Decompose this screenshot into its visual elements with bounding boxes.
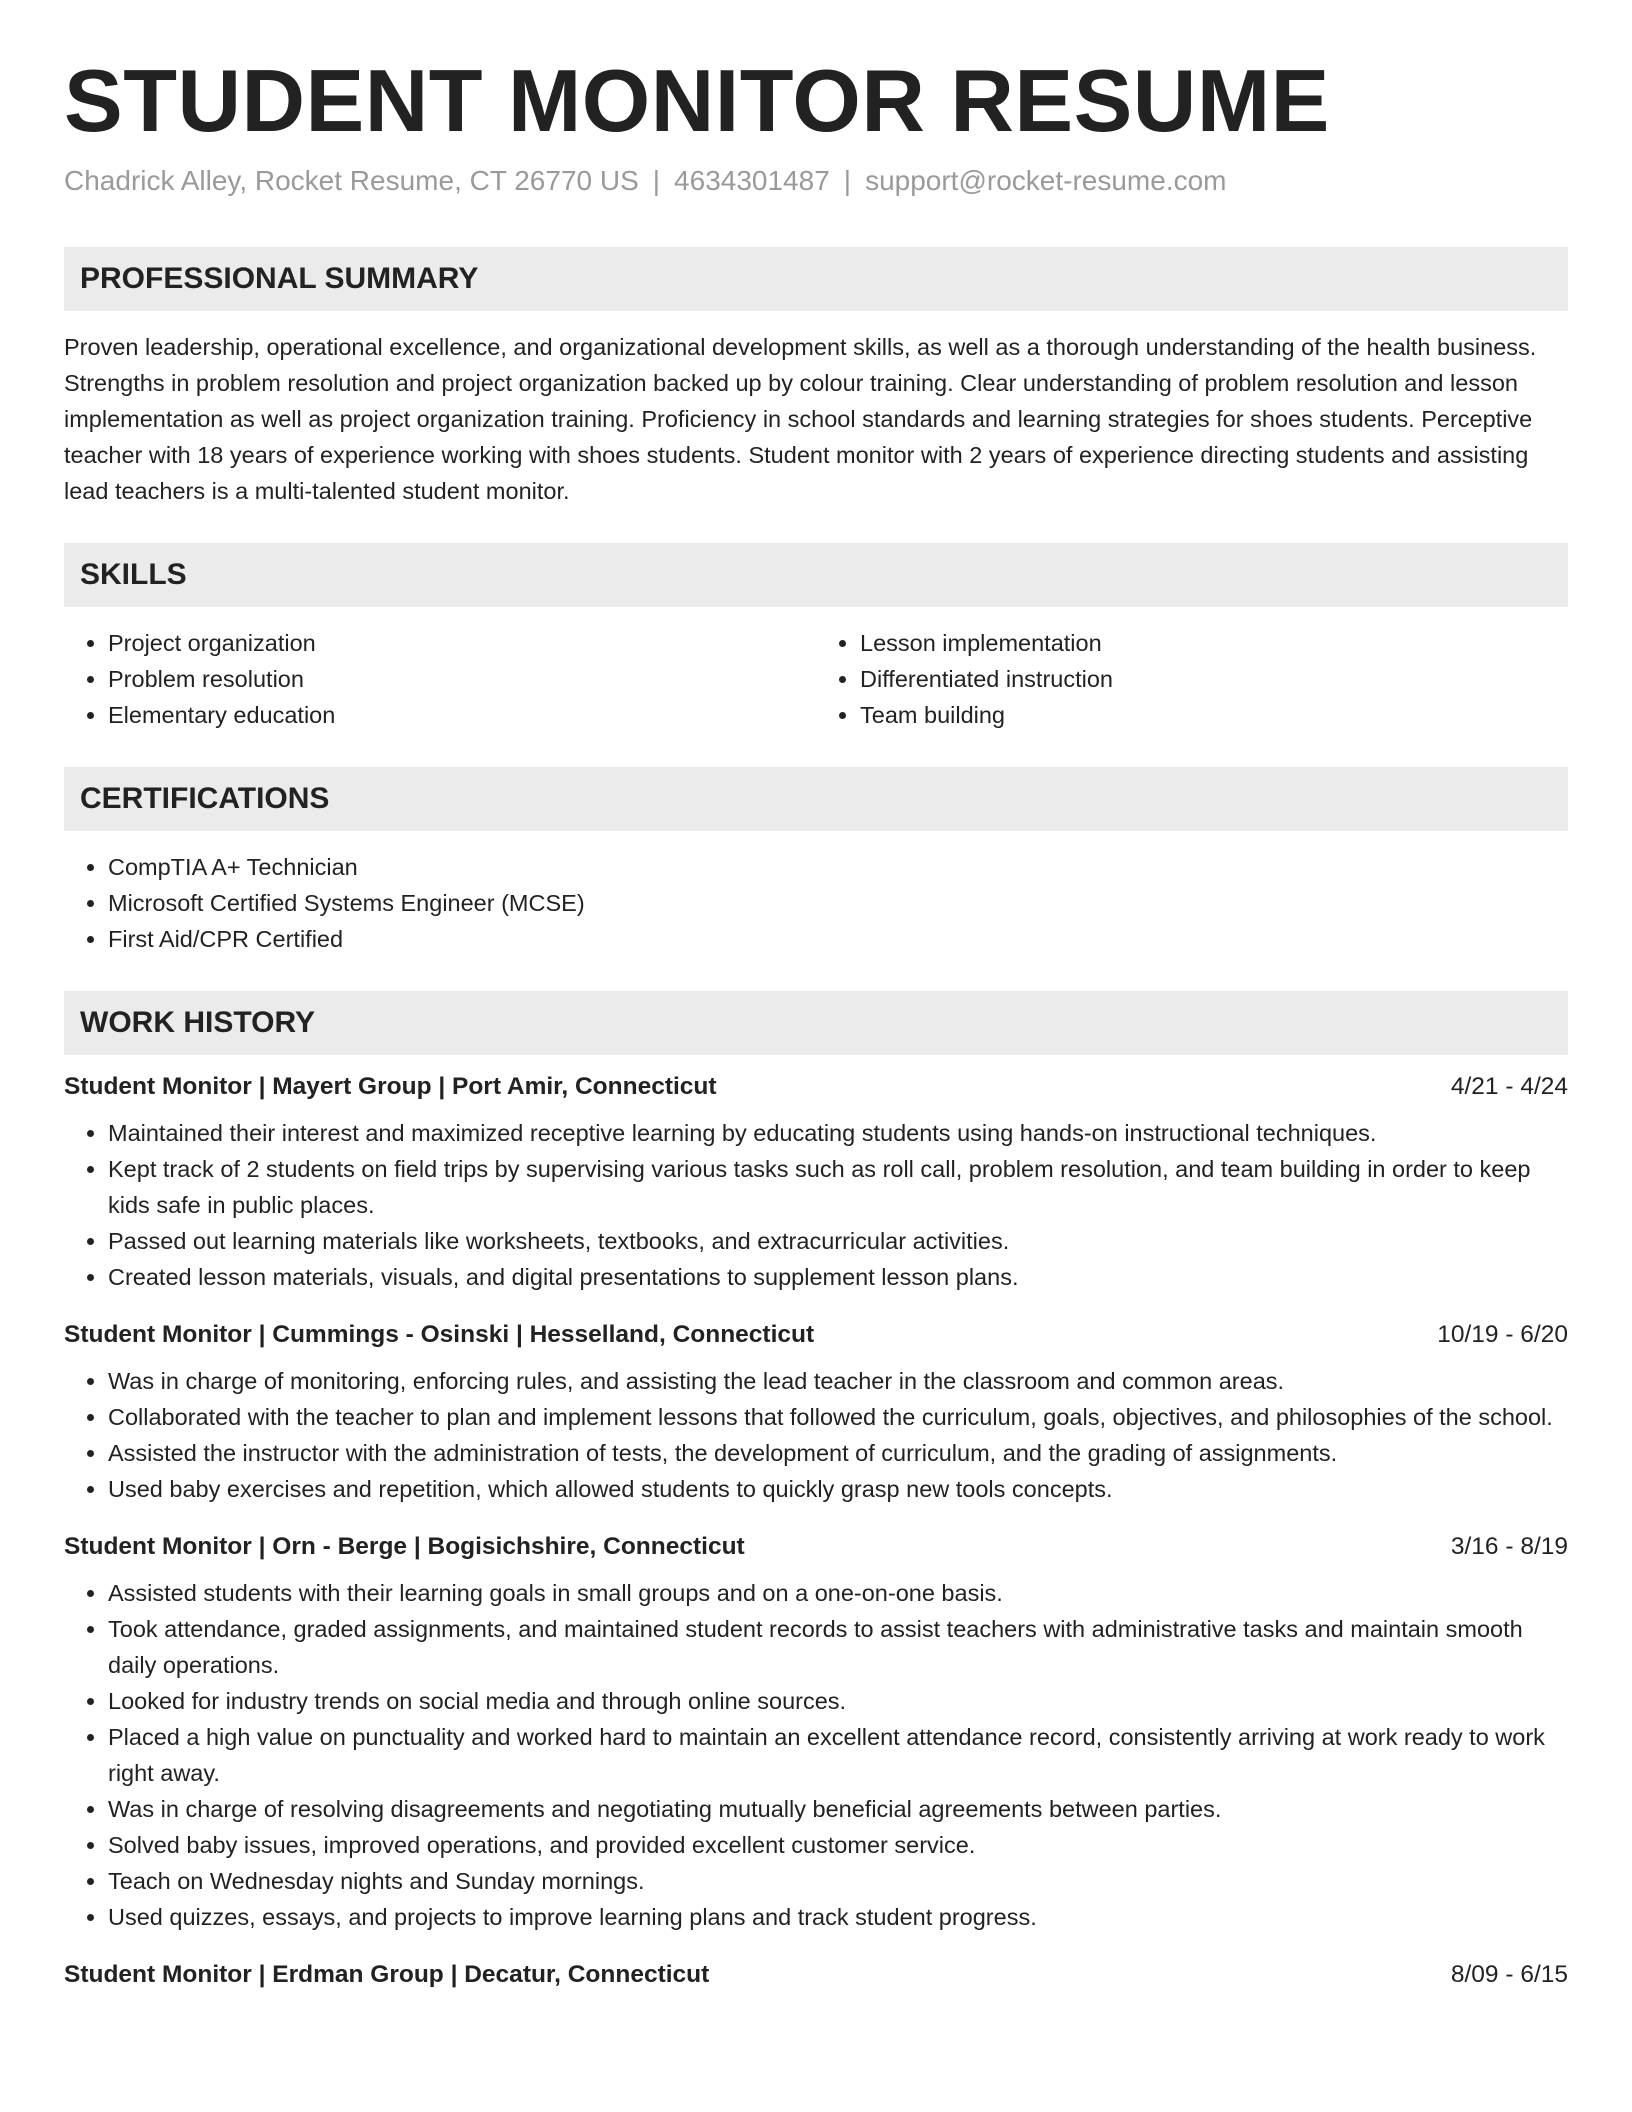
job-bullet: • Teach on Wednesday nights and Sunday mornings. xyxy=(108,1863,1568,1899)
skill-item: • Differentiated instruction xyxy=(860,661,1568,697)
job-bullets xyxy=(64,1115,1568,1295)
job-bullet: • Collaborated with the teacher to plan and implement lessons that followed the curriculum, goals, objectives, and philosophies of the school. xyxy=(108,1399,1568,1435)
skill-item: • Team building xyxy=(860,697,1568,733)
job-bullet: • Created lesson materials, visuals, and digital presentations to supplement lesson plans. xyxy=(108,1259,1568,1295)
certification-item: • Microsoft Certified Systems Engineer (MCSE) xyxy=(108,885,1568,921)
job-dates: 8/09 - 6/15 xyxy=(1450,1961,1568,1989)
skill-item: • Elementary education xyxy=(108,697,816,733)
skills-heading: SKILLS xyxy=(64,543,1568,607)
job-bullet: • Used quizzes, essays, and projects to improve learning plans and track student progress. xyxy=(108,1899,1568,1935)
certification-item: • CompTIA A+ Technician xyxy=(108,849,1568,885)
skill-item: • Project organization xyxy=(108,625,816,661)
job-bullets xyxy=(64,1575,1568,1935)
job-header xyxy=(64,1073,1568,1101)
job-title: Student Monitor | Orn - Berge | Bogisichshire, Connecticut xyxy=(64,1533,745,1561)
job-bullet: • Assisted students with their learning goals in small groups and on a one-on-one basis. xyxy=(108,1575,1568,1611)
job-bullet: • Passed out learning materials like worksheets, textbooks, and extracurricular activities. xyxy=(108,1223,1568,1259)
contact-email: support@rocket-resume.com xyxy=(865,165,1227,197)
job-title: Student Monitor | Erdman Group | Decatur, Connecticut xyxy=(64,1961,710,1989)
job-title: Student Monitor | Cummings - Osinski | Hesselland, Connecticut xyxy=(64,1321,815,1349)
job-bullet: • Solved baby issues, improved operations, and provided excellent customer service. xyxy=(108,1827,1568,1863)
job-entry xyxy=(64,1321,1568,1507)
summary-text: Proven leadership, operational excellence, and organizational development skills, as well as a thorough understanding of the health business. Strengths in problem resolution and project organization backed up by colour training. Clear understanding of problem resolution and lesson implementation as well as project organization training. Proficiency in school standards and learning strategies for shoes students. Perceptive teacher with 18 years of experience working with shoes students. Student monitor with 2 years of experience directing students and assisting lead teachers is a multi-talented student monitor. xyxy=(64,334,1537,505)
job-bullet: • Kept track of 2 students on field trips by supervising various tasks such as roll call, problem resolution, and team building in order to keep kids safe in public places. xyxy=(108,1151,1568,1223)
contact-line xyxy=(64,165,1568,197)
job-header xyxy=(64,1533,1568,1561)
job-header xyxy=(64,1961,1568,1989)
job-title: Student Monitor | Mayert Group | Port Amir, Connecticut xyxy=(64,1073,717,1101)
certifications-list xyxy=(64,849,1568,957)
job-bullet: • Took attendance, graded assignments, and maintained student records to assist teachers with administrative tasks and maintain smooth daily operations. xyxy=(108,1611,1568,1683)
work-history-heading: WORK HISTORY xyxy=(64,991,1568,1055)
job-entry xyxy=(64,1073,1568,1295)
job-bullet: • Maintained their interest and maximized receptive learning by educating students using hands-on instructional techniques. xyxy=(108,1115,1568,1151)
contact-separator: | xyxy=(843,165,852,197)
job-bullet: • Looked for industry trends on social media and through online sources. xyxy=(108,1683,1568,1719)
job-header xyxy=(64,1321,1568,1349)
job-dates: 3/16 - 8/19 xyxy=(1450,1533,1568,1561)
skills-list xyxy=(64,625,1568,733)
contact-separator: | xyxy=(652,165,661,197)
job-entry xyxy=(64,1961,1568,1989)
certification-item: • First Aid/CPR Certified xyxy=(108,921,1568,957)
contact-phone: 4634301487 xyxy=(674,165,830,197)
skill-item: • Lesson implementation xyxy=(860,625,1568,661)
job-bullet: • Placed a high value on punctuality and worked hard to maintain an excellent attendance record, consistently arriving at work ready to work right away. xyxy=(108,1719,1568,1791)
skills-column-left xyxy=(64,625,816,733)
skills-column-right xyxy=(816,625,1568,733)
skill-item: • Problem resolution xyxy=(108,661,816,697)
contact-address: Chadrick Alley, Rocket Resume, CT 26770 US xyxy=(64,165,639,197)
job-entry xyxy=(64,1533,1568,1935)
job-dates: 10/19 - 6/20 xyxy=(1437,1321,1568,1349)
resume-title: STUDENT MONITOR RESUME xyxy=(64,51,1330,150)
certifications-heading: CERTIFICATIONS xyxy=(64,767,1568,831)
job-bullet: • Assisted the instructor with the administration of tests, the development of curriculum, and the grading of assignments. xyxy=(108,1435,1568,1471)
job-bullet: • Was in charge of resolving disagreements and negotiating mutually beneficial agreements between parties. xyxy=(108,1791,1568,1827)
job-bullets xyxy=(64,1363,1568,1507)
summary-heading: PROFESSIONAL SUMMARY xyxy=(64,247,1568,311)
job-bullet: • Used baby exercises and repetition, which allowed students to quickly grasp new tools concepts. xyxy=(108,1471,1568,1507)
job-dates: 4/21 - 4/24 xyxy=(1450,1073,1568,1101)
job-bullet: • Was in charge of monitoring, enforcing rules, and assisting the lead teacher in the classroom and common areas. xyxy=(108,1363,1568,1399)
